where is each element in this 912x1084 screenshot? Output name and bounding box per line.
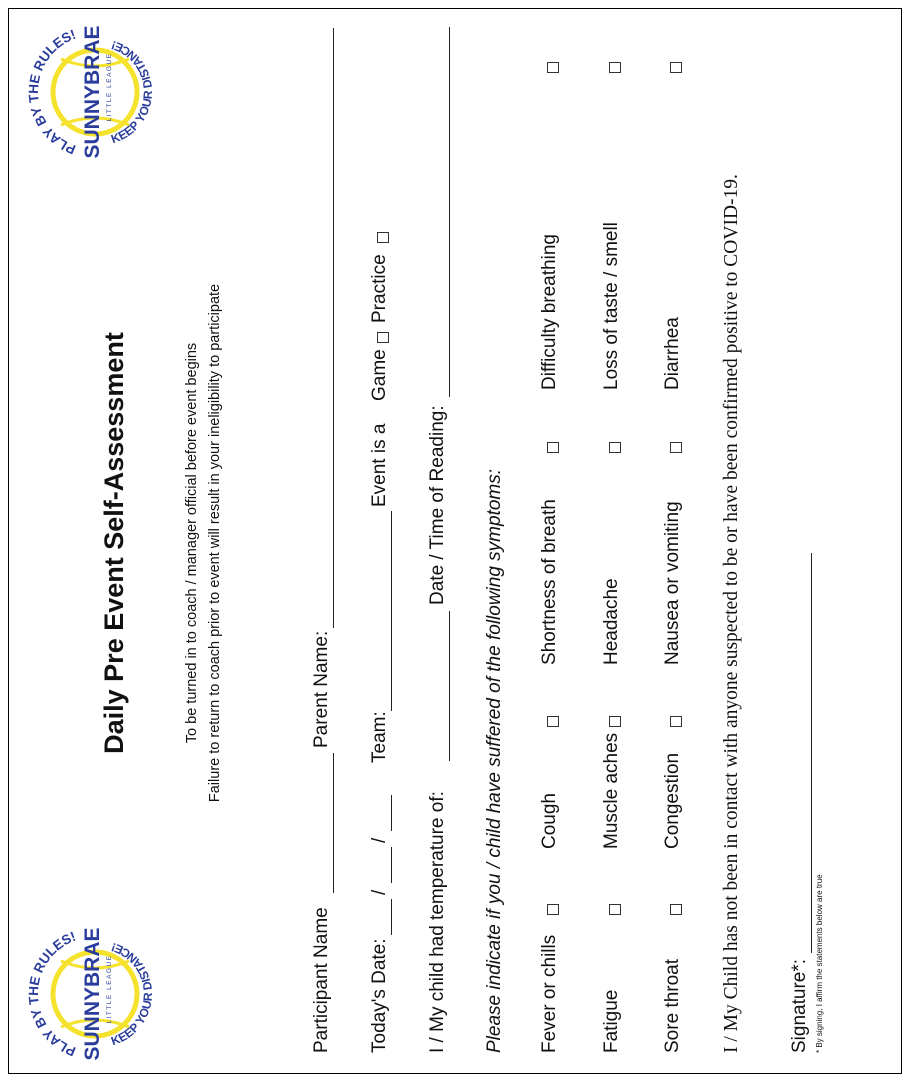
symptom-checkbox[interactable]	[609, 904, 621, 915]
league-logo-left	[19, 923, 167, 1065]
form-page	[8, 8, 902, 1074]
date-year-field[interactable]	[391, 795, 392, 831]
logo-league: LITTLE LEAGUE	[106, 52, 113, 122]
symptom-label: Congestion	[662, 752, 683, 849]
logo-name: SUNNYBRAE	[81, 927, 104, 1061]
symptom-checkbox[interactable]	[547, 442, 559, 453]
symptoms-prompt: Please indicate if you / child have suffered of the following symptoms:	[484, 468, 505, 1053]
team-field[interactable]	[391, 511, 392, 711]
page-title: Daily Pre Event Self-Assessment	[99, 332, 129, 754]
temperature-field[interactable]	[449, 611, 450, 761]
date-separator: /	[369, 837, 390, 843]
symptom-checkbox[interactable]	[670, 904, 682, 915]
team-label: Team:	[369, 711, 390, 763]
temperature-label: I / My child had temperature of:	[427, 791, 448, 1053]
symptom-checkbox[interactable]	[670, 62, 682, 73]
reading-time-field[interactable]	[449, 27, 450, 397]
symptom-label: Diarrhea	[662, 317, 683, 390]
game-checkbox[interactable]	[377, 332, 389, 343]
symptom-checkbox[interactable]	[670, 442, 682, 453]
symptom-label: Sore throat	[662, 959, 683, 1053]
signature-field[interactable]	[811, 553, 812, 953]
logo-name: SUNNYBRAE	[81, 25, 104, 159]
symptom-label: Nausea or vomiting	[662, 501, 683, 665]
date-month-field[interactable]	[391, 899, 392, 935]
symptom-label: Loss of taste / smell	[601, 222, 622, 390]
symptom-label: Shortness of breath	[539, 499, 560, 665]
symptom-label: Fever or chills	[539, 934, 560, 1053]
symptom-checkbox[interactable]	[547, 62, 559, 73]
logo-arc-bottom-text: KEEP YOUR DISTANCE!	[109, 939, 156, 1049]
logo-league: LITTLE LEAGUE	[106, 954, 113, 1024]
participant-name-label: Participant Name	[311, 907, 332, 1053]
instruction-line-2: Failure to return to coach prior to event will result in your ineligibility to participate	[207, 283, 223, 803]
league-logo-right	[19, 21, 167, 163]
symptom-checkbox[interactable]	[547, 716, 559, 727]
rotated-form	[9, 13, 899, 1073]
practice-label: Practice	[369, 254, 390, 323]
logo-arc-top-text: PLAY BY THE RULES!	[25, 928, 78, 1060]
signature-note: * By signing, I affirm the statements below are true	[815, 874, 824, 1053]
symptom-checkbox[interactable]	[609, 716, 621, 727]
date-separator: /	[369, 889, 390, 895]
practice-checkbox[interactable]	[377, 232, 389, 243]
parent-name-label: Parent Name:	[311, 630, 332, 748]
instruction-line-1: To be turned in to coach / manager official before event begins	[184, 342, 200, 744]
date-label: Today's Date:	[369, 938, 390, 1053]
logo-arc-bottom-text: KEEP YOUR DISTANCE!	[109, 37, 156, 147]
logo-arc-top-text: PLAY BY THE RULES!	[25, 26, 78, 158]
event-type-label: Event is a	[369, 423, 390, 507]
covid-contact-statement: I / My Child has not been in contact with anyone suspected to be or have been confirmed positive to COVID-19.	[721, 174, 742, 1053]
symptom-label: Difficulty breathing	[539, 234, 560, 390]
symptom-checkbox[interactable]	[547, 904, 559, 915]
symptom-checkbox[interactable]	[609, 62, 621, 73]
signature-label: Signature*:	[789, 958, 810, 1053]
reading-time-label: Date / Time of Reading:	[427, 405, 448, 605]
participant-name-field[interactable]	[333, 753, 334, 893]
game-label: Game	[369, 349, 390, 401]
symptom-label: Fatigue	[601, 989, 622, 1053]
symptom-label: Cough	[539, 793, 560, 849]
symptom-checkbox[interactable]	[670, 716, 682, 727]
parent-name-field[interactable]	[333, 28, 334, 628]
symptom-label: Muscle aches	[601, 732, 622, 849]
date-day-field[interactable]	[391, 847, 392, 883]
symptom-checkbox[interactable]	[609, 442, 621, 453]
symptom-label: Headache	[601, 578, 622, 665]
